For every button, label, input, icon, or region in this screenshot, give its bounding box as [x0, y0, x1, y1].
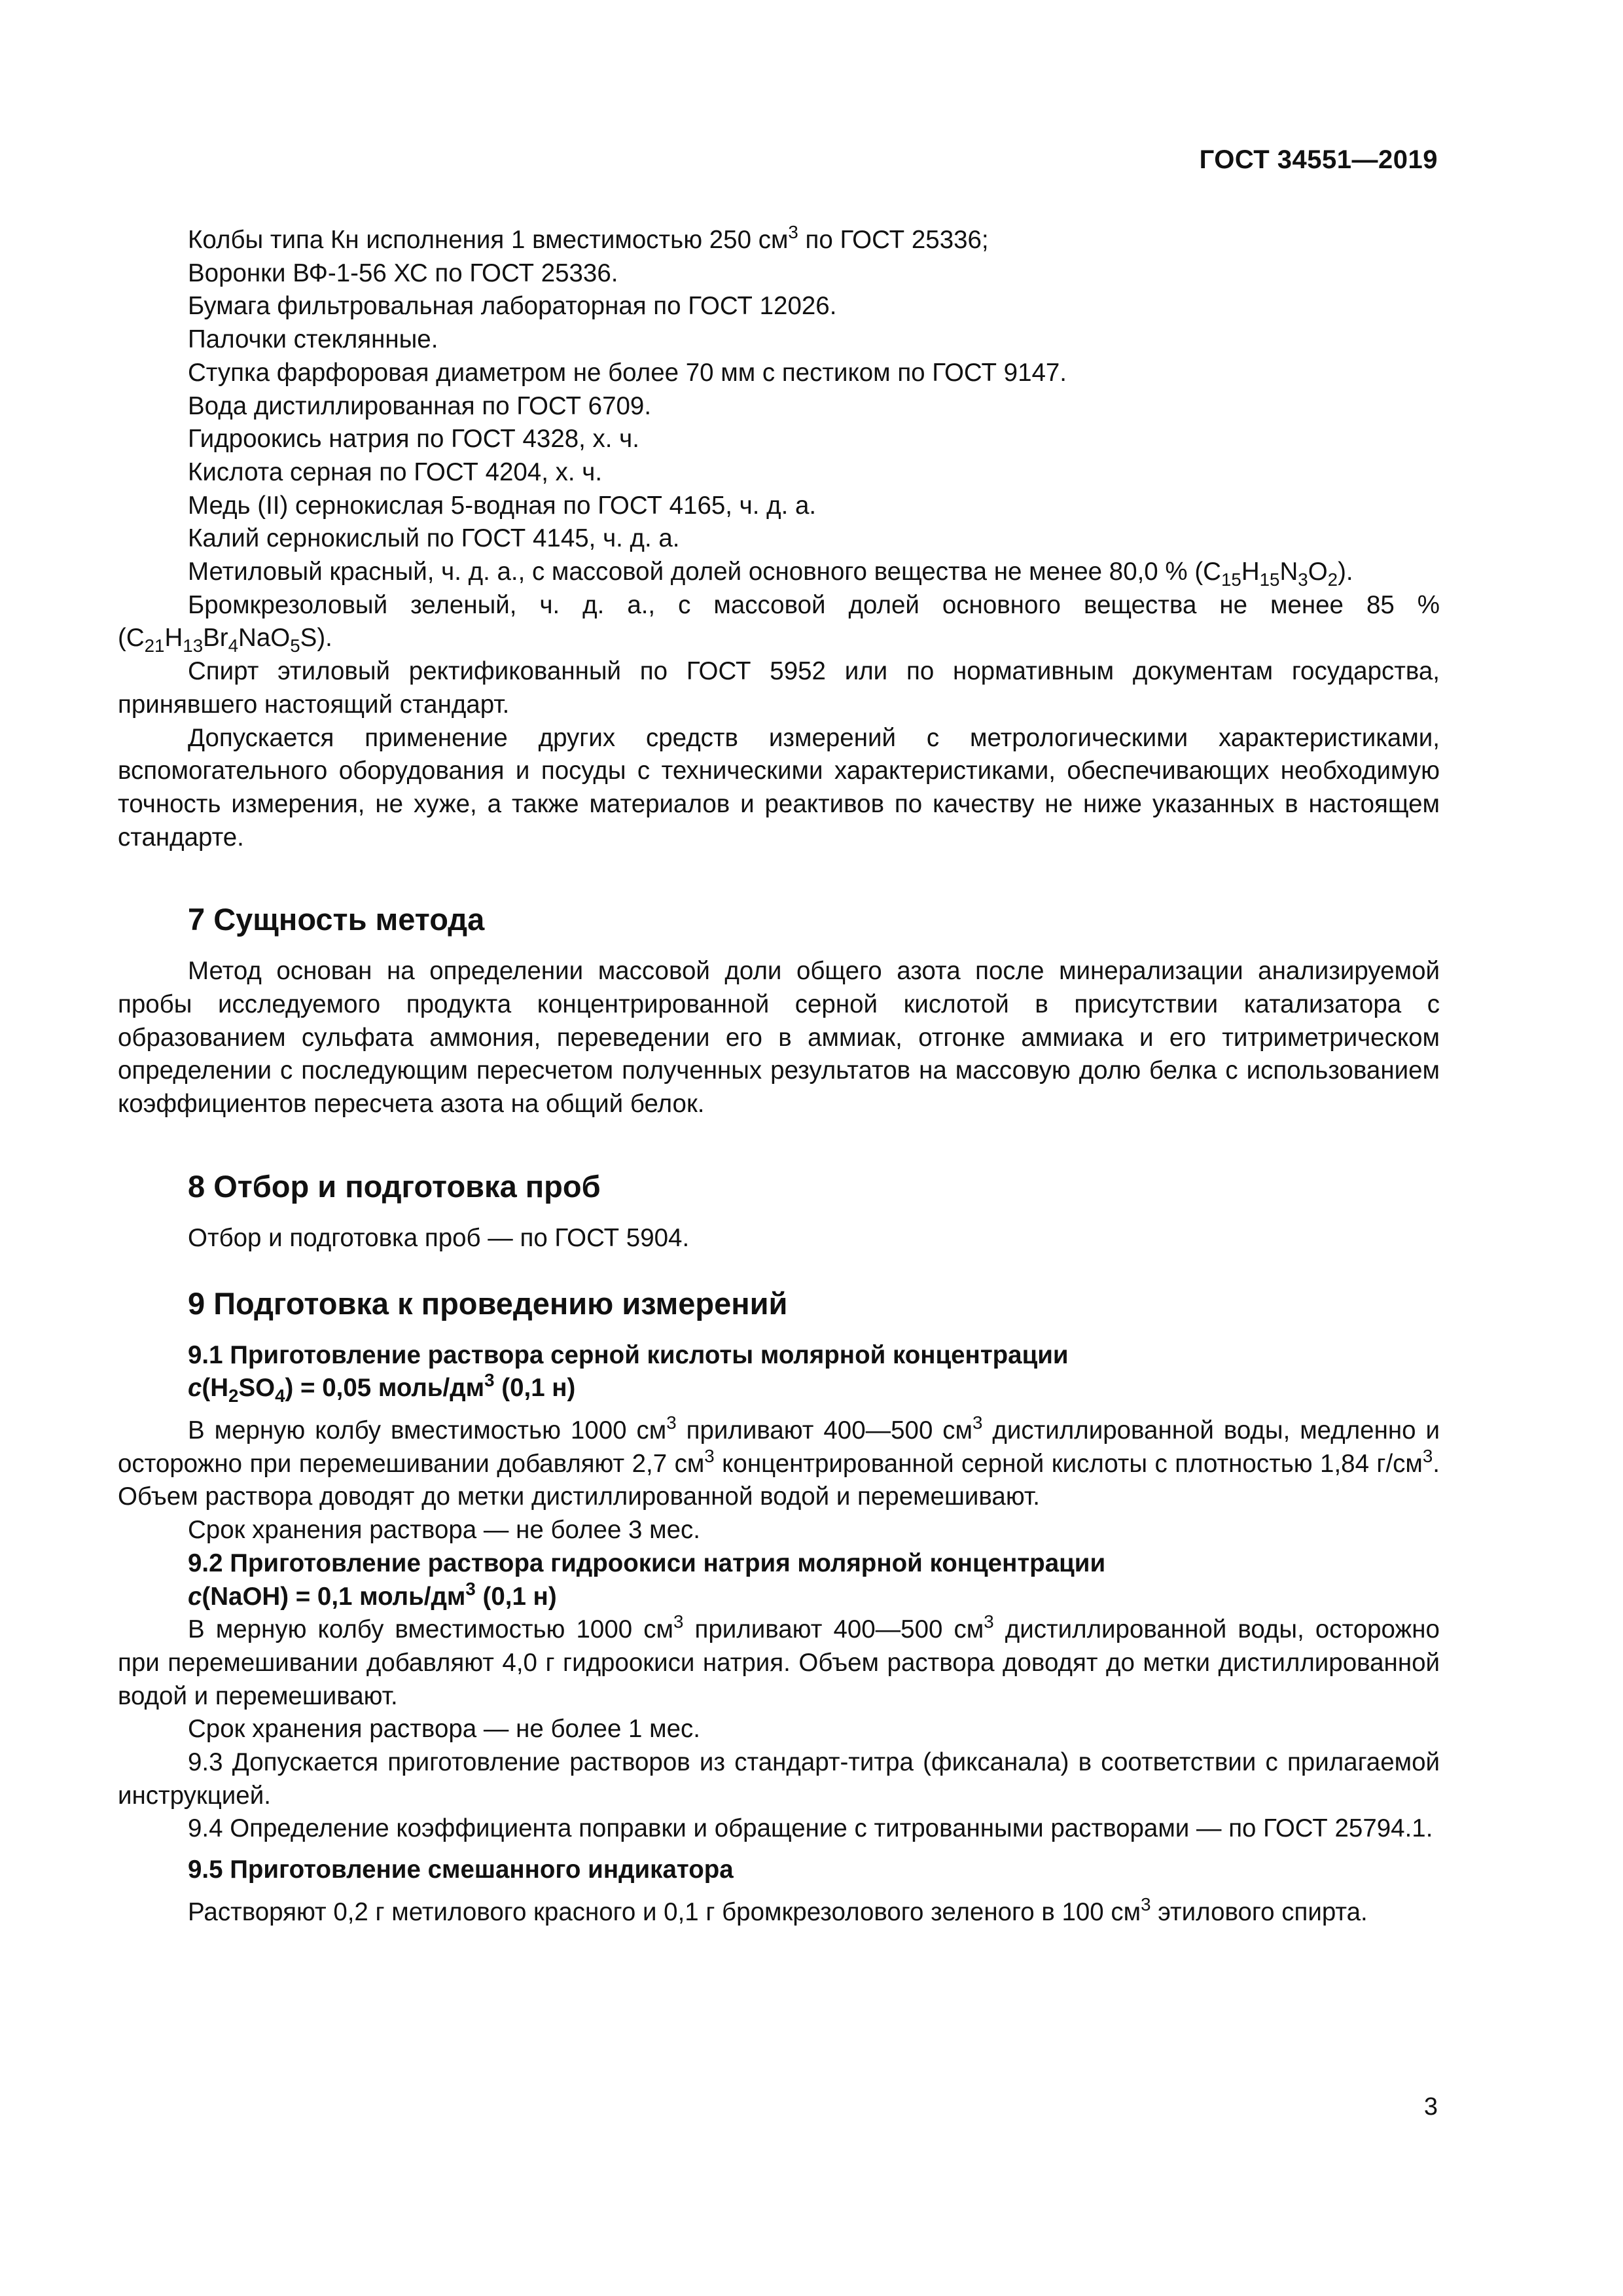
- text-span: Растворяют 0,2 г метилового красного и 0,1 г бромкрезолового зеленого в 100 см: [188, 1897, 1141, 1926]
- equipment-item-flasks: [118, 221, 1440, 257]
- text-span: (0,1 н): [494, 1374, 576, 1403]
- italic-symbol: c: [188, 1582, 202, 1611]
- text-span: приливают 400—500 см: [676, 1416, 973, 1444]
- subscript: 2: [1327, 569, 1338, 590]
- text-span: дистиллированной воды, медленно и осторожно при перемешивании добавляют 2,7 см: [118, 1416, 1440, 1478]
- spacer: [118, 854, 1440, 900]
- text-span: дистиллированной воды, осторожно при перемешивании добавляют 4,0 г гидроокиси натрия. Объем раствора доводят до метки дистиллированной водой и перемешивают.: [118, 1615, 1440, 1710]
- subscript: 4: [275, 1386, 285, 1407]
- subsection-9-1-text: [118, 1414, 1440, 1514]
- spacer: [118, 1405, 1440, 1414]
- text-span: H: [1241, 558, 1260, 586]
- subscript: 4: [228, 636, 239, 656]
- text-span: . Объем раствора доводят до метки дистиллированной водой и перемешивают.: [118, 1449, 1440, 1511]
- text-span: по ГОСТ 25336;: [798, 226, 989, 254]
- text-span: H: [164, 624, 183, 653]
- equipment-item-methyl-red: [118, 556, 1440, 589]
- text-span: NaO: [238, 624, 291, 653]
- text-span: 9.2 Приготовление раствора гидроокиси натрия молярной концентрации: [188, 1549, 1106, 1577]
- equipment-item-copper-sulfate: Медь (II) сернокислая 5-водная по ГОСТ 4165, ч. д. а.: [188, 491, 817, 520]
- superscript: 3: [465, 1578, 476, 1599]
- equipment-item-water: Вода дистиллированная по ГОСТ 6709.: [188, 391, 652, 420]
- subscript: 21: [144, 636, 165, 656]
- text-span: O: [1308, 558, 1328, 586]
- subsection-9-1-storage: Срок хранения раствора — не более 3 мес.: [188, 1516, 700, 1545]
- italic-symbol: c: [188, 1374, 202, 1403]
- section-9-title: 9 Подготовка к проведению измерений: [188, 1285, 788, 1321]
- allowance-paragraph: Допускается применение других средств измерений с метрологическими характеристиками, вспомогательного оборудования и посуды с техническими характеристиками, обеспечивающих необходимую точность измерения, не хуже, а также материалов и реактивов по качеству не ниже указанных в настоящем стандарте.: [118, 723, 1440, 852]
- text-span: Br: [203, 624, 228, 653]
- text-span: S).: [300, 624, 332, 653]
- superscript: 3: [972, 1412, 983, 1433]
- equipment-item-naoh: Гидроокись натрия по ГОСТ 4328, х. ч.: [188, 425, 639, 454]
- subsection-9-4-text: 9.4 Определение коэффициента поправки и обращение с титрованными растворами — по ГОСТ 25794.1.: [188, 1814, 1433, 1843]
- equipment-item-potassium-sulfate: Калий сернокислый по ГОСТ 4145, ч. д. а.: [188, 524, 680, 553]
- equipment-item-filter-paper: Бумага фильтровальная лабораторная по ГОСТ 12026.: [188, 292, 837, 321]
- spacer: [118, 1887, 1440, 1896]
- subscript: 13: [183, 636, 204, 656]
- page-content: [118, 221, 1440, 1929]
- page-number: 3: [1423, 2093, 1438, 2121]
- text-span: этилового спирта.: [1150, 1897, 1368, 1926]
- subscript: 5: [290, 636, 300, 656]
- equipment-item-glass-rods: Палочки стеклянные.: [188, 325, 438, 354]
- text-span: В мерную колбу вместимостью 1000 см: [188, 1416, 667, 1444]
- superscript: 3: [1422, 1445, 1433, 1466]
- equipment-item-sulfuric-acid: Кислота серная по ГОСТ 4204, х. ч.: [188, 457, 603, 486]
- text-span: Метиловый красный, ч. д. а., с массовой долей основного вещества не менее 80,0 % (C: [188, 558, 1221, 586]
- superscript: 3: [984, 1611, 994, 1632]
- subsection-9-2-title: [118, 1547, 1440, 1613]
- subscript: 15: [1259, 569, 1280, 590]
- spacer: [118, 1846, 1440, 1854]
- section-7-title: 7 Сущность метода: [188, 902, 485, 937]
- text-span: (NaOH) = 0,1 моль/дм: [202, 1582, 466, 1611]
- spacer: [118, 939, 1440, 955]
- text-span: Бромкрезоловый зеленый, ч. д. а., с массовой долей основного вещества не менее 85 % (C: [118, 590, 1440, 653]
- superscript: 3: [1141, 1893, 1151, 1914]
- superscript: 3: [788, 221, 798, 242]
- superscript: 3: [666, 1412, 677, 1433]
- subscript: 3: [1298, 569, 1308, 590]
- text-span: В мерную колбу вместимостью 1000 см: [188, 1615, 673, 1644]
- spacer: [118, 1323, 1440, 1339]
- document-header: ГОСТ 34551—2019: [1199, 145, 1438, 174]
- subsection-9-3-text: 9.3 Допускается приготовление растворов из стандарт-титра (фиксанала) в соответствии с прилагаемой инструкцией.: [118, 1748, 1440, 1810]
- text-span: (H: [202, 1374, 229, 1403]
- text-span: концентрированной серной кислоты с плотностью 1,84 г/см: [714, 1449, 1423, 1478]
- superscript: 3: [484, 1370, 495, 1391]
- text-span: (0,1 н): [475, 1582, 557, 1611]
- section-8-text: Отбор и подготовка проб — по ГОСТ 5904.: [188, 1223, 690, 1252]
- text-span: SO: [238, 1374, 276, 1403]
- text-span: ).: [1338, 558, 1353, 586]
- text-span: 9.1 Приготовление раствора серной кислоты молярной концентрации: [188, 1340, 1069, 1369]
- section-7-text: Метод основан на определении массовой доли общего азота после минерализации анализируемой пробы исследуемого продукта концентрированной серной кислотой в присутствии катализатора с образованием сульфата аммония, переведении его в аммиак, отгонке аммиака и его титриметрическом определении с последующим пересчетом полученных результатов на массовую долю белка с использованием коэффициентов пересчета азота на общий белок.: [118, 957, 1440, 1119]
- superscript: 3: [704, 1445, 715, 1466]
- subscript: 15: [1221, 569, 1241, 590]
- superscript: 3: [673, 1611, 684, 1632]
- text-span: Колбы типа Кн исполнения 1 вместимостью 250 см: [188, 226, 789, 254]
- equipment-item-funnels: Воронки ВФ-1-56 ХС по ГОСТ 25336.: [188, 259, 618, 287]
- subscript: 2: [228, 1386, 239, 1407]
- spacer: [118, 1121, 1440, 1167]
- equipment-item-mortar: Ступка фарфоровая диаметром не более 70 мм с пестиком по ГОСТ 9147.: [188, 358, 1067, 387]
- equipment-item-bromcresol: [118, 589, 1440, 655]
- text-span: ) = 0,05 моль/дм: [285, 1374, 485, 1403]
- subsection-9-5-text: [118, 1893, 1440, 1929]
- spacer: [118, 1206, 1440, 1222]
- equipment-item-ethanol: Спирт этиловый ректификованный по ГОСТ 5952 или по нормативным документам государства, принявшего настоящий стандарт.: [118, 657, 1440, 719]
- section-8-title: 8 Отбор и подготовка проб: [188, 1168, 601, 1204]
- subsection-9-2-storage: Срок хранения раствора — не более 1 мес.: [188, 1715, 700, 1744]
- subsection-9-5-title: 9.5 Приготовление смешанного индикатора: [188, 1856, 734, 1884]
- subsection-9-2-text: [118, 1613, 1440, 1713]
- spacer: [118, 1255, 1440, 1284]
- text-span: приливают 400—500 см: [683, 1615, 984, 1644]
- subsection-9-1-title: [118, 1339, 1440, 1405]
- text-span: N: [1279, 558, 1298, 586]
